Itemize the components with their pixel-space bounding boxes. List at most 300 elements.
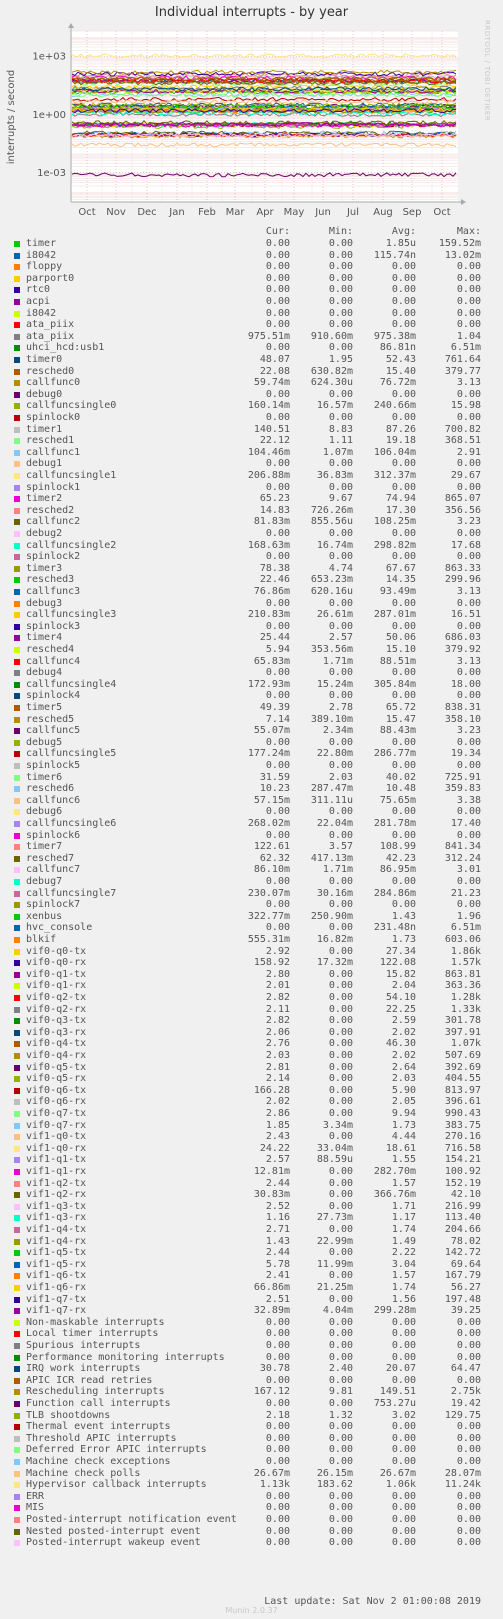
legend-max: 841.34: [444, 841, 481, 853]
legend-max: 0.00: [456, 1316, 481, 1328]
legend-item: [0, 992, 503, 1004]
legend-cur: 0.00: [265, 806, 290, 818]
legend-item: [0, 238, 503, 250]
legend-cur: 2.86: [265, 1108, 290, 1119]
legend-cur: 0.00: [265, 922, 290, 934]
legend-max: 358.10: [444, 713, 481, 725]
legend-swatch: [14, 1413, 20, 1419]
legend-avg: 65.72: [385, 702, 416, 713]
legend-max: 838.31: [444, 702, 481, 713]
legend-avg: 0.00: [391, 551, 416, 563]
legend-cur: 0.00: [265, 238, 290, 249]
legend-name: vif0-q6-rx: [26, 1096, 87, 1108]
x-axis-arrow: [461, 199, 466, 205]
legend-cur: 0.00: [265, 284, 290, 296]
legend-swatch: [14, 728, 20, 734]
legend-avg: 26.67m: [379, 1467, 416, 1479]
legend-cur: 0.00: [265, 1374, 290, 1386]
legend-avg: 40.02: [385, 771, 416, 783]
legend-name: callfuncsingle3: [26, 609, 117, 621]
legend-item: [0, 1073, 503, 1085]
legend-name: debug5: [26, 736, 63, 748]
legend-item: [0, 899, 503, 911]
legend-min: 0.00: [328, 1073, 353, 1085]
legend-min: 0.00: [328, 1490, 353, 1502]
legend-min: 0.00: [328, 876, 353, 887]
legend-avg: 86.95m: [379, 864, 416, 876]
legend-avg: 1.57: [391, 1270, 416, 1282]
legend-min: 0.00: [328, 1398, 353, 1409]
legend-max: 392.69: [444, 1061, 481, 1073]
legend-name: vif0-q7-tx: [26, 1108, 87, 1119]
legend-avg: 0.00: [391, 272, 416, 284]
rrdtool-credit: RRDTOOL / TOBI OETIKER: [483, 20, 491, 122]
legend-name: vif0-q3-tx: [26, 1015, 87, 1027]
legend-item: [0, 980, 503, 992]
legend-name: Local timer interrupts: [26, 1328, 159, 1340]
legend-avg: 284.86m: [373, 887, 416, 899]
legend-name: blkif: [26, 934, 57, 945]
legend-item: [0, 714, 503, 726]
legend-cur: 2.51: [265, 1293, 290, 1305]
legend-min: 9.81: [328, 1386, 353, 1398]
legend-avg: 19.18: [385, 435, 416, 447]
legend-swatch: [14, 1215, 20, 1221]
legend-swatch: [14, 369, 20, 375]
legend-min: 0.00: [328, 284, 353, 296]
legend-max: 17.68: [450, 539, 481, 551]
legend-swatch: [14, 1366, 20, 1372]
legend-min: 287.47m: [310, 783, 353, 795]
legend-min: 353.56m: [310, 644, 353, 655]
legend-avg: 18.61: [385, 1142, 416, 1154]
legend-name: uhci_hcd:usb1: [26, 342, 105, 354]
legend-item: [0, 482, 503, 494]
legend-min: 0.00: [328, 1015, 353, 1027]
legend-min: 1.07m: [322, 446, 353, 458]
legend-min: 0.00: [328, 992, 353, 1003]
legend-cur: 0.00: [265, 620, 290, 632]
legend-swatch: [14, 241, 20, 247]
legend-item: [0, 1154, 503, 1166]
legend-cur: 0.00: [265, 1398, 290, 1409]
legend-item: [0, 1352, 503, 1364]
legend-min: 0.00: [328, 261, 353, 273]
legend-name: vif1-q2-rx: [26, 1189, 87, 1201]
legend-min: 0.00: [328, 388, 353, 400]
legend-avg: 298.82m: [373, 539, 416, 551]
legend-min: 0.00: [328, 342, 353, 354]
y-axis-arrow: [68, 23, 74, 28]
legend-item: [0, 284, 503, 296]
legend-min: 2.34m: [322, 725, 353, 737]
legend-max: 3.13: [456, 586, 481, 597]
legend-max: 29.67: [450, 470, 481, 481]
legend-swatch: [14, 844, 20, 850]
legend-min: 0.00: [328, 667, 353, 679]
legend-swatch: [14, 693, 20, 699]
legend-cur: 0.00: [265, 307, 290, 319]
legend-swatch: [14, 786, 20, 792]
legend-item: [0, 308, 503, 320]
legend-item: [0, 1120, 503, 1132]
legend-name: Posted-interrupt notification event: [26, 1514, 237, 1525]
legend-name: vif1-q3-tx: [26, 1200, 87, 1212]
legend-item: [0, 412, 503, 424]
legend-swatch: [14, 1355, 20, 1361]
legend-cur: 30.83m: [253, 1189, 290, 1201]
legend-item: [0, 1305, 503, 1317]
legend-swatch: [14, 1401, 20, 1407]
legend-avg: 0.00: [391, 412, 416, 423]
legend-name: Threshold APIC interrupts: [26, 1432, 177, 1444]
legend-min: 0.00: [328, 1270, 353, 1282]
legend-name: callfunc2: [26, 516, 81, 528]
legend-avg: 0.00: [391, 1374, 416, 1386]
legend-max: 813.97: [444, 1084, 481, 1096]
legend-name: Nested posted-interrupt event: [26, 1525, 201, 1537]
legend-avg: 3.02: [391, 1409, 416, 1421]
legend-swatch: [14, 1053, 20, 1059]
legend-item: [0, 806, 503, 818]
legend-max: 204.66: [444, 1224, 481, 1235]
legend-item: [0, 1224, 503, 1236]
legend-min: 36.83m: [316, 470, 353, 481]
legend-cur: 26.67m: [253, 1467, 290, 1479]
legend-max: 299.96: [444, 574, 481, 586]
legend-cur: 975.51m: [247, 330, 290, 342]
legend-swatch: [14, 1088, 20, 1094]
legend-swatch: [14, 276, 20, 282]
legend-item: [0, 934, 503, 946]
legend-min: 624.30u: [310, 377, 353, 389]
legend-min: 30.16m: [316, 887, 353, 899]
legend-max: 39.25: [450, 1305, 481, 1317]
legend-max: 356.56: [444, 504, 481, 516]
legend-avg: 281.78m: [373, 818, 416, 829]
legend-swatch: [14, 1041, 20, 1047]
legend-avg: 74.94: [385, 493, 416, 505]
x-tick-label: Sep: [402, 207, 422, 218]
legend-swatch: [14, 1250, 20, 1256]
legend-name: vif0-q1-rx: [26, 980, 87, 992]
legend-name: ERR: [26, 1490, 45, 1502]
legend-header-cur: Cur:: [265, 226, 290, 237]
legend-max: 863.33: [444, 562, 481, 574]
legend-min: 1.95: [328, 354, 353, 365]
legend-item: [0, 551, 503, 563]
legend-max: 42.10: [450, 1189, 481, 1201]
legend-item: [0, 818, 503, 830]
x-tick-label: Oct: [433, 207, 451, 218]
legend-item: [0, 377, 503, 389]
legend-max: 1.86k: [450, 945, 481, 957]
legend-cur: 76.86m: [253, 586, 290, 597]
legend-item: [0, 644, 503, 656]
legend-max: 0.00: [456, 1351, 481, 1363]
legend-name: callfuncsingle0: [26, 400, 117, 412]
x-tick-label: Jul: [346, 207, 360, 218]
legend-swatch: [14, 473, 20, 479]
legend-max: 1.57k: [450, 957, 481, 969]
legend-name: vif1-q4-tx: [26, 1224, 87, 1235]
legend-max: 13.02m: [444, 249, 481, 261]
legend-swatch: [14, 287, 20, 293]
legend-min: 0.00: [328, 1525, 353, 1537]
legend-min: 0.00: [328, 1108, 353, 1119]
legend-swatch: [14, 763, 20, 769]
legend-name: Rescheduling interrupts: [26, 1386, 165, 1398]
legend-cur: 168.63m: [247, 539, 290, 551]
legend-cur: 555.31m: [247, 934, 290, 945]
legend-name: APIC ICR read retries: [26, 1374, 153, 1386]
legend-avg: 0.00: [391, 1421, 416, 1433]
legend-max: 19.34: [450, 748, 481, 760]
legend-swatch: [14, 1494, 20, 1500]
legend-name: vif1-q0-tx: [26, 1131, 87, 1143]
legend-max: 1.33k: [450, 1003, 481, 1015]
legend-name: floppy: [26, 261, 63, 273]
legend-max: 19.42: [450, 1398, 481, 1409]
legend-max: 0.00: [456, 1374, 481, 1386]
legend-cur: 0.00: [265, 272, 290, 284]
legend-min: 0.00: [328, 296, 353, 307]
legend-swatch: [14, 1308, 20, 1314]
legend-avg: 50.06: [385, 632, 416, 644]
legend-cur: 86.10m: [253, 864, 290, 876]
legend-min: 0.00: [328, 1200, 353, 1212]
legend-swatch: [14, 543, 20, 549]
legend-swatch: [14, 1331, 20, 1337]
legend-min: 0.00: [328, 1316, 353, 1328]
legend-cur: 2.44: [265, 1177, 290, 1189]
legend-item: [0, 400, 503, 412]
legend-swatch: [14, 960, 20, 966]
legend-cur: 0.00: [265, 1525, 290, 1537]
legend-avg: 975.38m: [373, 330, 416, 342]
legend-max: 0.00: [456, 284, 481, 296]
legend-min: 0.00: [328, 1131, 353, 1143]
legend-cur: 322.77m: [247, 910, 290, 922]
legend-item: [0, 1015, 503, 1027]
legend-max: 0.00: [456, 1432, 481, 1444]
legend-swatch: [14, 705, 20, 711]
legend-item: [0, 1131, 503, 1143]
legend-avg: 15.82: [385, 968, 416, 980]
legend-avg: 240.66m: [373, 400, 416, 412]
legend-avg: 0.00: [391, 1502, 416, 1514]
legend-max: 507.69: [444, 1050, 481, 1061]
legend-max: 1.96: [456, 910, 481, 922]
legend-max: 28.07m: [444, 1467, 481, 1479]
legend-swatch: [14, 322, 20, 328]
legend-cur: 2.81: [265, 1061, 290, 1073]
legend-min: 0.00: [328, 1351, 353, 1363]
legend-swatch: [14, 1099, 20, 1105]
legend-avg: 0.00: [391, 296, 416, 307]
legend-item: [0, 1247, 503, 1259]
legend-cur: 57.15m: [253, 794, 290, 806]
legend-cur: 0.00: [265, 1490, 290, 1502]
legend-cur: 160.14m: [247, 400, 290, 412]
legend-min: 0.00: [328, 806, 353, 818]
legend-swatch: [14, 1111, 20, 1117]
legend-name: debug0: [26, 388, 63, 400]
legend-min: 0.00: [328, 1038, 353, 1050]
legend-min: 0.00: [328, 736, 353, 748]
legend-max: 154.21: [444, 1154, 481, 1166]
legend-name: spinlock2: [26, 551, 81, 563]
legend-avg: 0.00: [391, 528, 416, 539]
legend-min: 21.25m: [316, 1282, 353, 1293]
legend-name: vif1-q7-rx: [26, 1305, 87, 1317]
legend-min: 0.00: [328, 1177, 353, 1189]
legend-name: hvc_console: [26, 922, 93, 934]
legend-item: [0, 1514, 503, 1526]
legend-item: [0, 1294, 503, 1306]
legend-min: 630.82m: [310, 365, 353, 377]
legend-avg: 312.37m: [373, 470, 416, 481]
legend-min: 0.00: [328, 551, 353, 563]
legend-swatch: [14, 519, 20, 525]
legend-item: [0, 261, 503, 273]
legend-min: 855.56u: [310, 516, 353, 528]
legend-name: spinlock1: [26, 481, 81, 493]
legend-avg: 149.51: [379, 1386, 416, 1398]
legend-min: 0.00: [328, 1084, 353, 1096]
legend-cur: 0.00: [265, 760, 290, 771]
legend-avg: 0.00: [391, 261, 416, 273]
legend-name: timer4: [26, 632, 63, 644]
legend-name: resched0: [26, 365, 75, 377]
legend-cur: 14.83: [259, 504, 290, 516]
legend-avg: 1.17: [391, 1212, 416, 1224]
legend-min: 16.82m: [316, 934, 353, 945]
legend-item: [0, 1363, 503, 1375]
legend-max: 3.13: [456, 377, 481, 389]
legend-item: [0, 1375, 503, 1387]
legend-item: [0, 725, 503, 737]
legend-avg: 2.03: [391, 1073, 416, 1085]
legend-item: [0, 1062, 503, 1074]
legend-name: vif0-q1-tx: [26, 968, 87, 980]
legend-max: 167.79: [444, 1270, 481, 1282]
legend-cur: 0.00: [265, 388, 290, 400]
legend-max: 0.00: [456, 412, 481, 423]
legend-min: 0.00: [328, 1432, 353, 1444]
legend-item: [0, 1491, 503, 1503]
legend-swatch: [14, 450, 20, 456]
legend-avg: 299.28m: [373, 1305, 416, 1317]
legend-avg: 75.65m: [379, 794, 416, 806]
legend-swatch: [14, 253, 20, 259]
legend-min: 2.78: [328, 702, 353, 713]
legend-item: [0, 470, 503, 482]
legend-item: [0, 656, 503, 668]
legend-max: 0.00: [456, 667, 481, 679]
legend-item: [0, 1526, 503, 1538]
legend-swatch: [14, 635, 20, 641]
legend-item: [0, 1201, 503, 1213]
legend-avg: 0.00: [391, 899, 416, 911]
legend-swatch: [14, 1389, 20, 1395]
legend-item: [0, 1027, 503, 1039]
legend-name: i8042: [26, 249, 57, 261]
legend-avg: 0.00: [391, 458, 416, 470]
legend-item: [0, 690, 503, 702]
legend-item: [0, 1004, 503, 1016]
legend-min: 910.60m: [310, 330, 353, 342]
legend-item: [0, 946, 503, 958]
legend-name: spinlock7: [26, 899, 81, 911]
x-tick-label: Jun: [315, 207, 331, 218]
legend-swatch: [14, 1459, 20, 1465]
legend-min: 22.04m: [316, 818, 353, 829]
legend-avg: 0.00: [391, 806, 416, 818]
x-tick-label: Jan: [169, 207, 185, 218]
legend-max: 716.58: [444, 1142, 481, 1154]
legend-max: 0.00: [456, 806, 481, 818]
legend-max: 152.19: [444, 1177, 481, 1189]
legend-max: 0.00: [456, 1444, 481, 1456]
legend-swatch: [14, 1065, 20, 1071]
legend-cur: 0.00: [265, 319, 290, 331]
legend-min: 2.03: [328, 771, 353, 783]
legend-name: vif1-q5-tx: [26, 1247, 87, 1259]
legend-item: [0, 354, 503, 366]
legend-cur: 0.00: [265, 261, 290, 273]
legend-max: 301.78: [444, 1015, 481, 1027]
munin-version: Munin 2.0.37: [225, 1606, 278, 1615]
legend-max: 0.00: [456, 829, 481, 841]
legend-item: [0, 1212, 503, 1224]
legend-cur: 172.93m: [247, 678, 290, 690]
legend-min: 0.00: [328, 597, 353, 609]
legend-avg: 282.70m: [373, 1166, 416, 1177]
legend-avg: 2.04: [391, 980, 416, 992]
legend-avg: 2.64: [391, 1061, 416, 1073]
legend-swatch: [14, 798, 20, 804]
legend-min: 22.80m: [316, 748, 353, 760]
legend-item: [0, 737, 503, 749]
legend-min: 0.00: [328, 1340, 353, 1351]
legend-cur: 0.00: [265, 597, 290, 609]
legend-cur: 2.92: [265, 945, 290, 957]
legend-avg: 108.99: [379, 841, 416, 853]
legend-name: Hypervisor callback interrupts: [26, 1479, 207, 1491]
legend-item: [0, 366, 503, 378]
legend-swatch: [14, 1018, 20, 1024]
legend-cur: 0.00: [265, 249, 290, 261]
legend-min: 3.57: [328, 841, 353, 853]
legend-item: [0, 1259, 503, 1271]
legend-cur: 0.00: [265, 690, 290, 702]
legend-avg: 1.74: [391, 1224, 416, 1235]
legend-max: 0.00: [456, 307, 481, 319]
legend-swatch: [14, 1436, 20, 1442]
legend-avg: 42.23: [385, 852, 416, 864]
legend-min: 27.73m: [316, 1212, 353, 1224]
legend-swatch: [14, 566, 20, 572]
legend-name: Non-maskable interrupts: [26, 1316, 165, 1328]
legend-name: parport0: [26, 272, 75, 284]
legend-item: [0, 783, 503, 795]
legend-swatch: [14, 1076, 20, 1082]
legend-name: Spurious interrupts: [26, 1340, 141, 1351]
legend-cur: 122.61: [253, 841, 290, 853]
legend-min: 653.23m: [310, 574, 353, 586]
legend-avg: 0.00: [391, 667, 416, 679]
